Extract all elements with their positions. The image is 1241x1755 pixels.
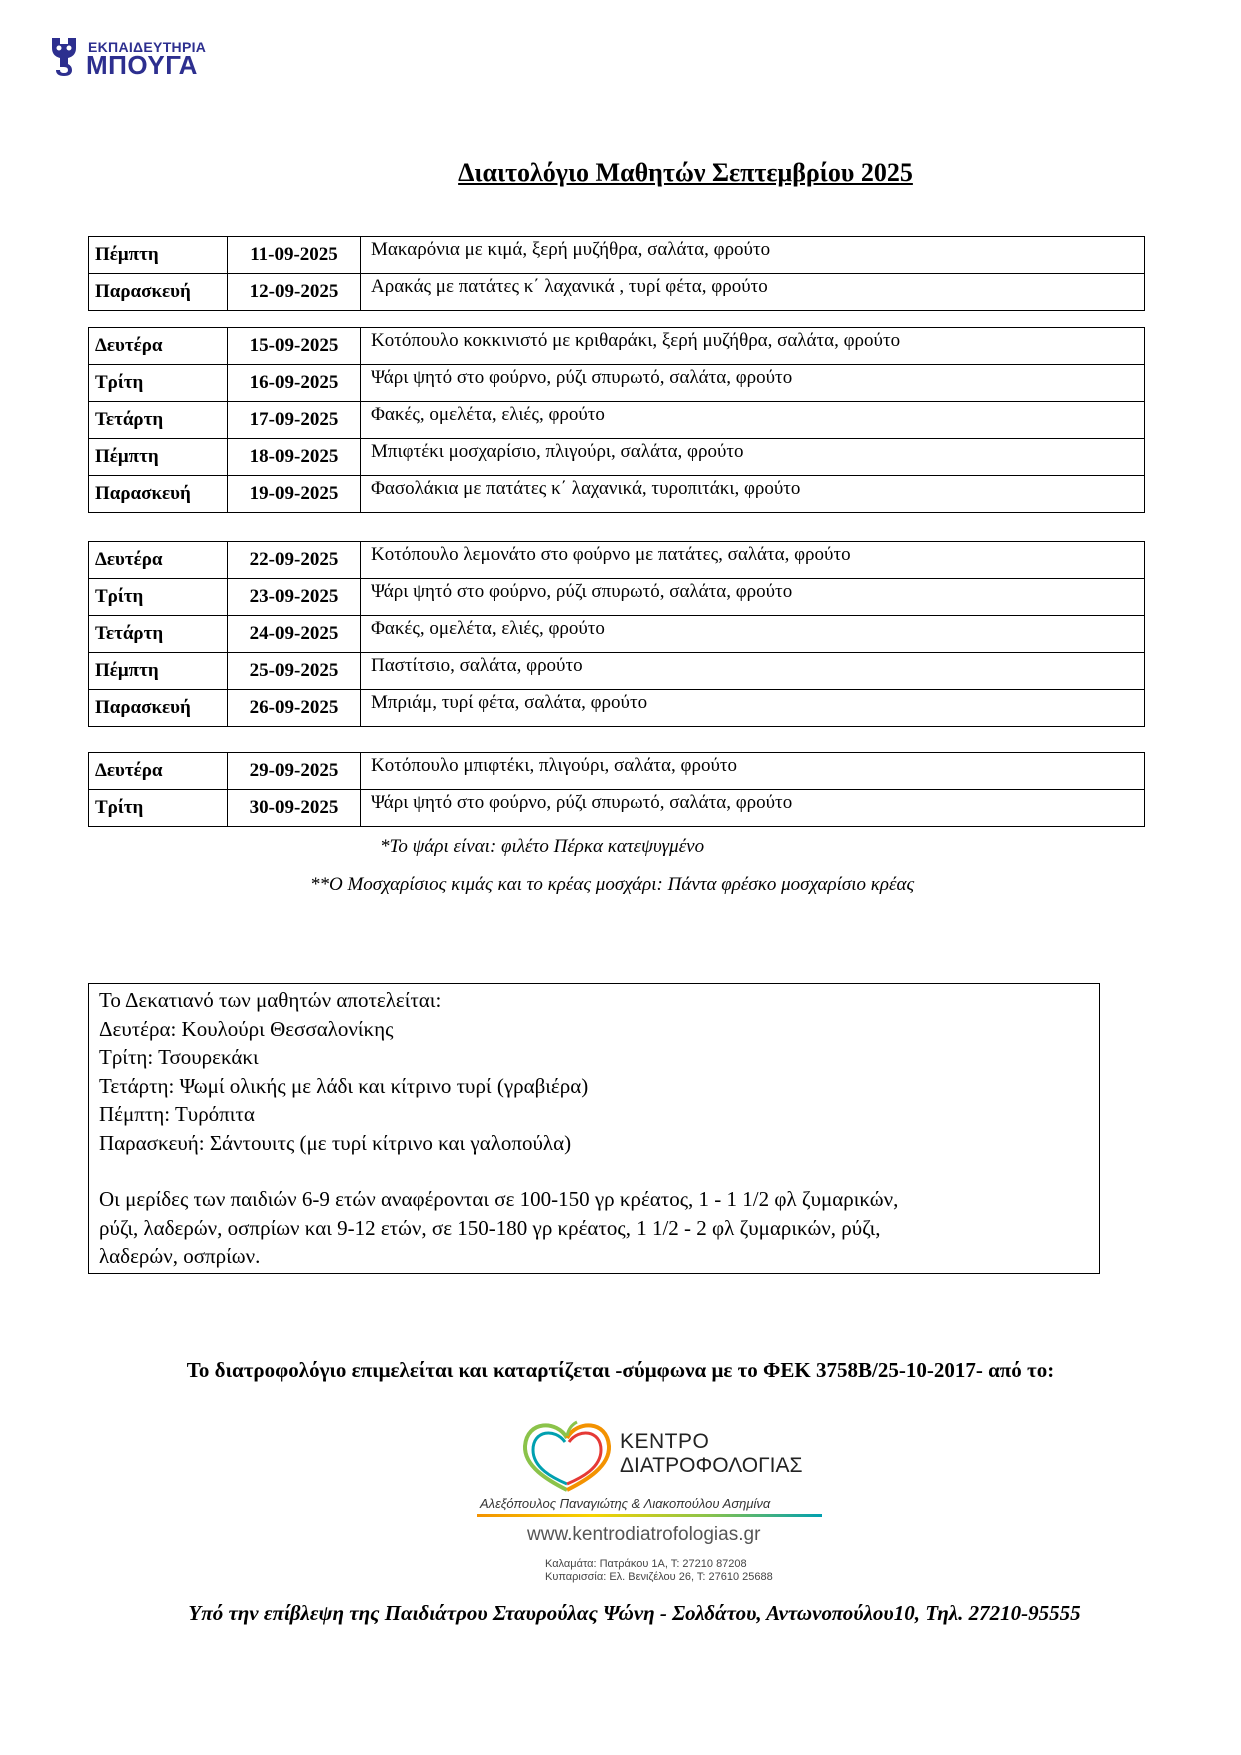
meal-cell: Κοτόπουλο μπιφτέκι, πλιγούρι, σαλάτα, φρούτο [361,753,1145,790]
day-cell: Δευτέρα [89,542,228,579]
snack-intro: Το Δεκατιανό των μαθητών αποτελείται: [99,988,442,1012]
table-row [89,616,1145,653]
apple-hearts-icon [497,1418,637,1493]
day-cell: Παρασκευή [89,274,228,311]
day-cell: Παρασκευή [89,690,228,727]
meal-cell: Ψάρι ψητό στο φούρνο, ρύζι σπυρωτό, σαλάτα, φρούτο [361,579,1145,616]
table-row [89,579,1145,616]
meal-cell: Ψάρι ψητό στο φούρνο, ρύζι σπυρωτό, σαλάτα, φρούτο [361,365,1145,402]
center-name-line2: ΔΙΑΤΡΟΦΟΛΟΓΙΑΣ [620,1454,803,1477]
table-row [89,790,1145,827]
table-row [89,237,1145,274]
center-name-line1: ΚΕΝΤΡΟ [620,1430,710,1453]
meal-cell: Κοτόπουλο κοκκινιστό με κριθαράκι, ξερή μυζήθρα, σαλάτα, φρούτο [361,328,1145,365]
meal-cell: Κοτόπουλο λεμονάτο στο φούρνο με πατάτες, σαλάτα, φρούτο [361,542,1145,579]
supervision-text: Υπό την επίβλεψη της Παιδιάτρου Σταυρούλας Ψώνη - Σολδάτου, Αντωνοπούλου10, Τηλ. 27210-95555 [188,1601,1081,1625]
date-cell: 17-09-2025 [228,402,361,439]
day-cell: Δευτέρα [89,753,228,790]
portions-line: ρύζι, λαδερών, οσπρίων και 9-12 ετών, σε 150-180 γρ κρέατος, 1 1/2 - 2 φλ ζυμαρικών, ρύζι, [99,1215,881,1240]
logo-line2: ΜΠΟΥΓΑ [86,50,198,80]
snack-line: Πέμπτη: Τυρόπιτα [99,1102,255,1126]
center-url: www.kentrodiatrofologias.gr [527,1524,761,1545]
day-cell: Τετάρτη [89,616,228,653]
day-cell: Παρασκευή [89,476,228,513]
day-cell: Τρίτη [89,365,228,402]
logo-line1: ΕΚΠΑΙΔΕΥΤΗΡΙΑ [88,39,207,55]
date-cell: 16-09-2025 [228,365,361,402]
day-cell: Πέμπτη [89,237,228,274]
day-cell: Πέμπτη [89,439,228,476]
date-cell: 19-09-2025 [228,476,361,513]
snack-line: Δευτέρα: Κουλούρι Θεσσαλονίκης [99,1016,394,1041]
week-table-1 [88,236,1145,311]
date-cell: 11-09-2025 [228,237,361,274]
prepared-by-text: Το διατροφολόγιο επιμελείται και καταρτίζεται -σύμφωνα με το ΦΕΚ 3758Β/25-10-2017- από το: [186,1358,1055,1382]
day-cell: Τρίτη [89,790,228,827]
fish-note: *Το ψάρι είναι: φιλέτο Πέρκα κατεψυγμένο [380,836,705,857]
day-cell: Τετάρτη [89,402,228,439]
week-table-4 [88,752,1145,827]
table-row [89,328,1145,365]
meal-cell: Αρακάς με πατάτες κ΄ λαχανικά , τυρί φέτα, φρούτο [361,274,1145,311]
spacer [99,1157,1089,1185]
day-cell: Δευτέρα [89,328,228,365]
date-cell: 18-09-2025 [228,439,361,476]
school-logo [46,32,236,84]
meal-cell: Φακές, ομελέτα, ελιές, φρούτο [361,402,1145,439]
center-address-kalamata: Καλαμάτα: Πατράκου 1Α, Τ: 27210 87208 [545,1558,747,1570]
week-table-3 [88,541,1145,727]
meal-cell: Μπιφτέκι μοσχαρίσιο, πλιγούρι, σαλάτα, φρούτο [361,439,1145,476]
date-cell: 24-09-2025 [228,616,361,653]
meal-cell: Φακές, ομελέτα, ελιές, φρούτο [361,616,1145,653]
table-row [89,653,1145,690]
center-address-kyparissia: Κυπαρισσία: Ελ. Βενιζέλου 26, Τ: 27610 25688 [545,1571,773,1583]
table-row [89,274,1145,311]
meal-cell: Παστίτσιο, σαλάτα, φρούτο [361,653,1145,690]
beef-note: **Ο Μοσχαρίσιος κιμάς και το κρέας μοσχάρι: Πάντα φρέσκο μοσχαρίσιο κρέας [310,874,915,895]
table-row [89,542,1145,579]
date-cell: 30-09-2025 [228,790,361,827]
color-divider [477,1514,822,1517]
table-row [89,753,1145,790]
table-row [89,365,1145,402]
date-cell: 22-09-2025 [228,542,361,579]
meal-cell: Μπριάμ, τυρί φέτα, σαλάτα, φρούτο [361,690,1145,727]
table-row [89,402,1145,439]
portions-line: λαδερών, οσπρίων. [99,1244,261,1268]
day-cell: Τρίτη [89,579,228,616]
day-cell: Πέμπτη [89,653,228,690]
table-row [89,439,1145,476]
snack-info-box [88,983,1100,1274]
page-title-text: Διαιτολόγιο Μαθητών Σεπτεμβρίου 2025 [458,158,913,187]
meal-cell: Ψάρι ψητό στο φούρνο, ρύζι σπυρωτό, σαλάτα, φρούτο [361,790,1145,827]
week-table-2 [88,327,1145,513]
page-title [0,158,1241,188]
date-cell: 15-09-2025 [228,328,361,365]
nutrition-center-logo [475,1418,825,1583]
meal-cell: Μακαρόνια με κιμά, ξερή μυζήθρα, σαλάτα, φρούτο [361,237,1145,274]
table-row [89,690,1145,727]
date-cell: 12-09-2025 [228,274,361,311]
table-row [89,476,1145,513]
date-cell: 25-09-2025 [228,653,361,690]
portions-line: Οι μερίδες των παιδιών 6-9 ετών αναφέρονται σε 100-150 γρ κρέατος, 1 - 1 1/2 φλ ζυμαρικών, [99,1187,899,1211]
date-cell: 26-09-2025 [228,690,361,727]
date-cell: 29-09-2025 [228,753,361,790]
school-emblem-icon [46,34,82,80]
snack-line: Τετάρτη: Ψωμί ολικής με λάδι και κίτρινο τυρί (γραβιέρα) [99,1073,589,1098]
meal-cell: Φασολάκια με πατάτες κ΄ λαχανικά, τυροπιτάκι, φρούτο [361,476,1145,513]
snack-line: Παρασκευή: Σάντουιτς (με τυρί κίτρινο και γαλοπούλα) [99,1130,572,1155]
center-owners: Αλεξόπουλος Παναγιώτης & Λιακοπούλου Ασημίνα [480,1496,771,1511]
snack-line: Τρίτη: Τσουρεκάκι [99,1045,259,1069]
date-cell: 23-09-2025 [228,579,361,616]
